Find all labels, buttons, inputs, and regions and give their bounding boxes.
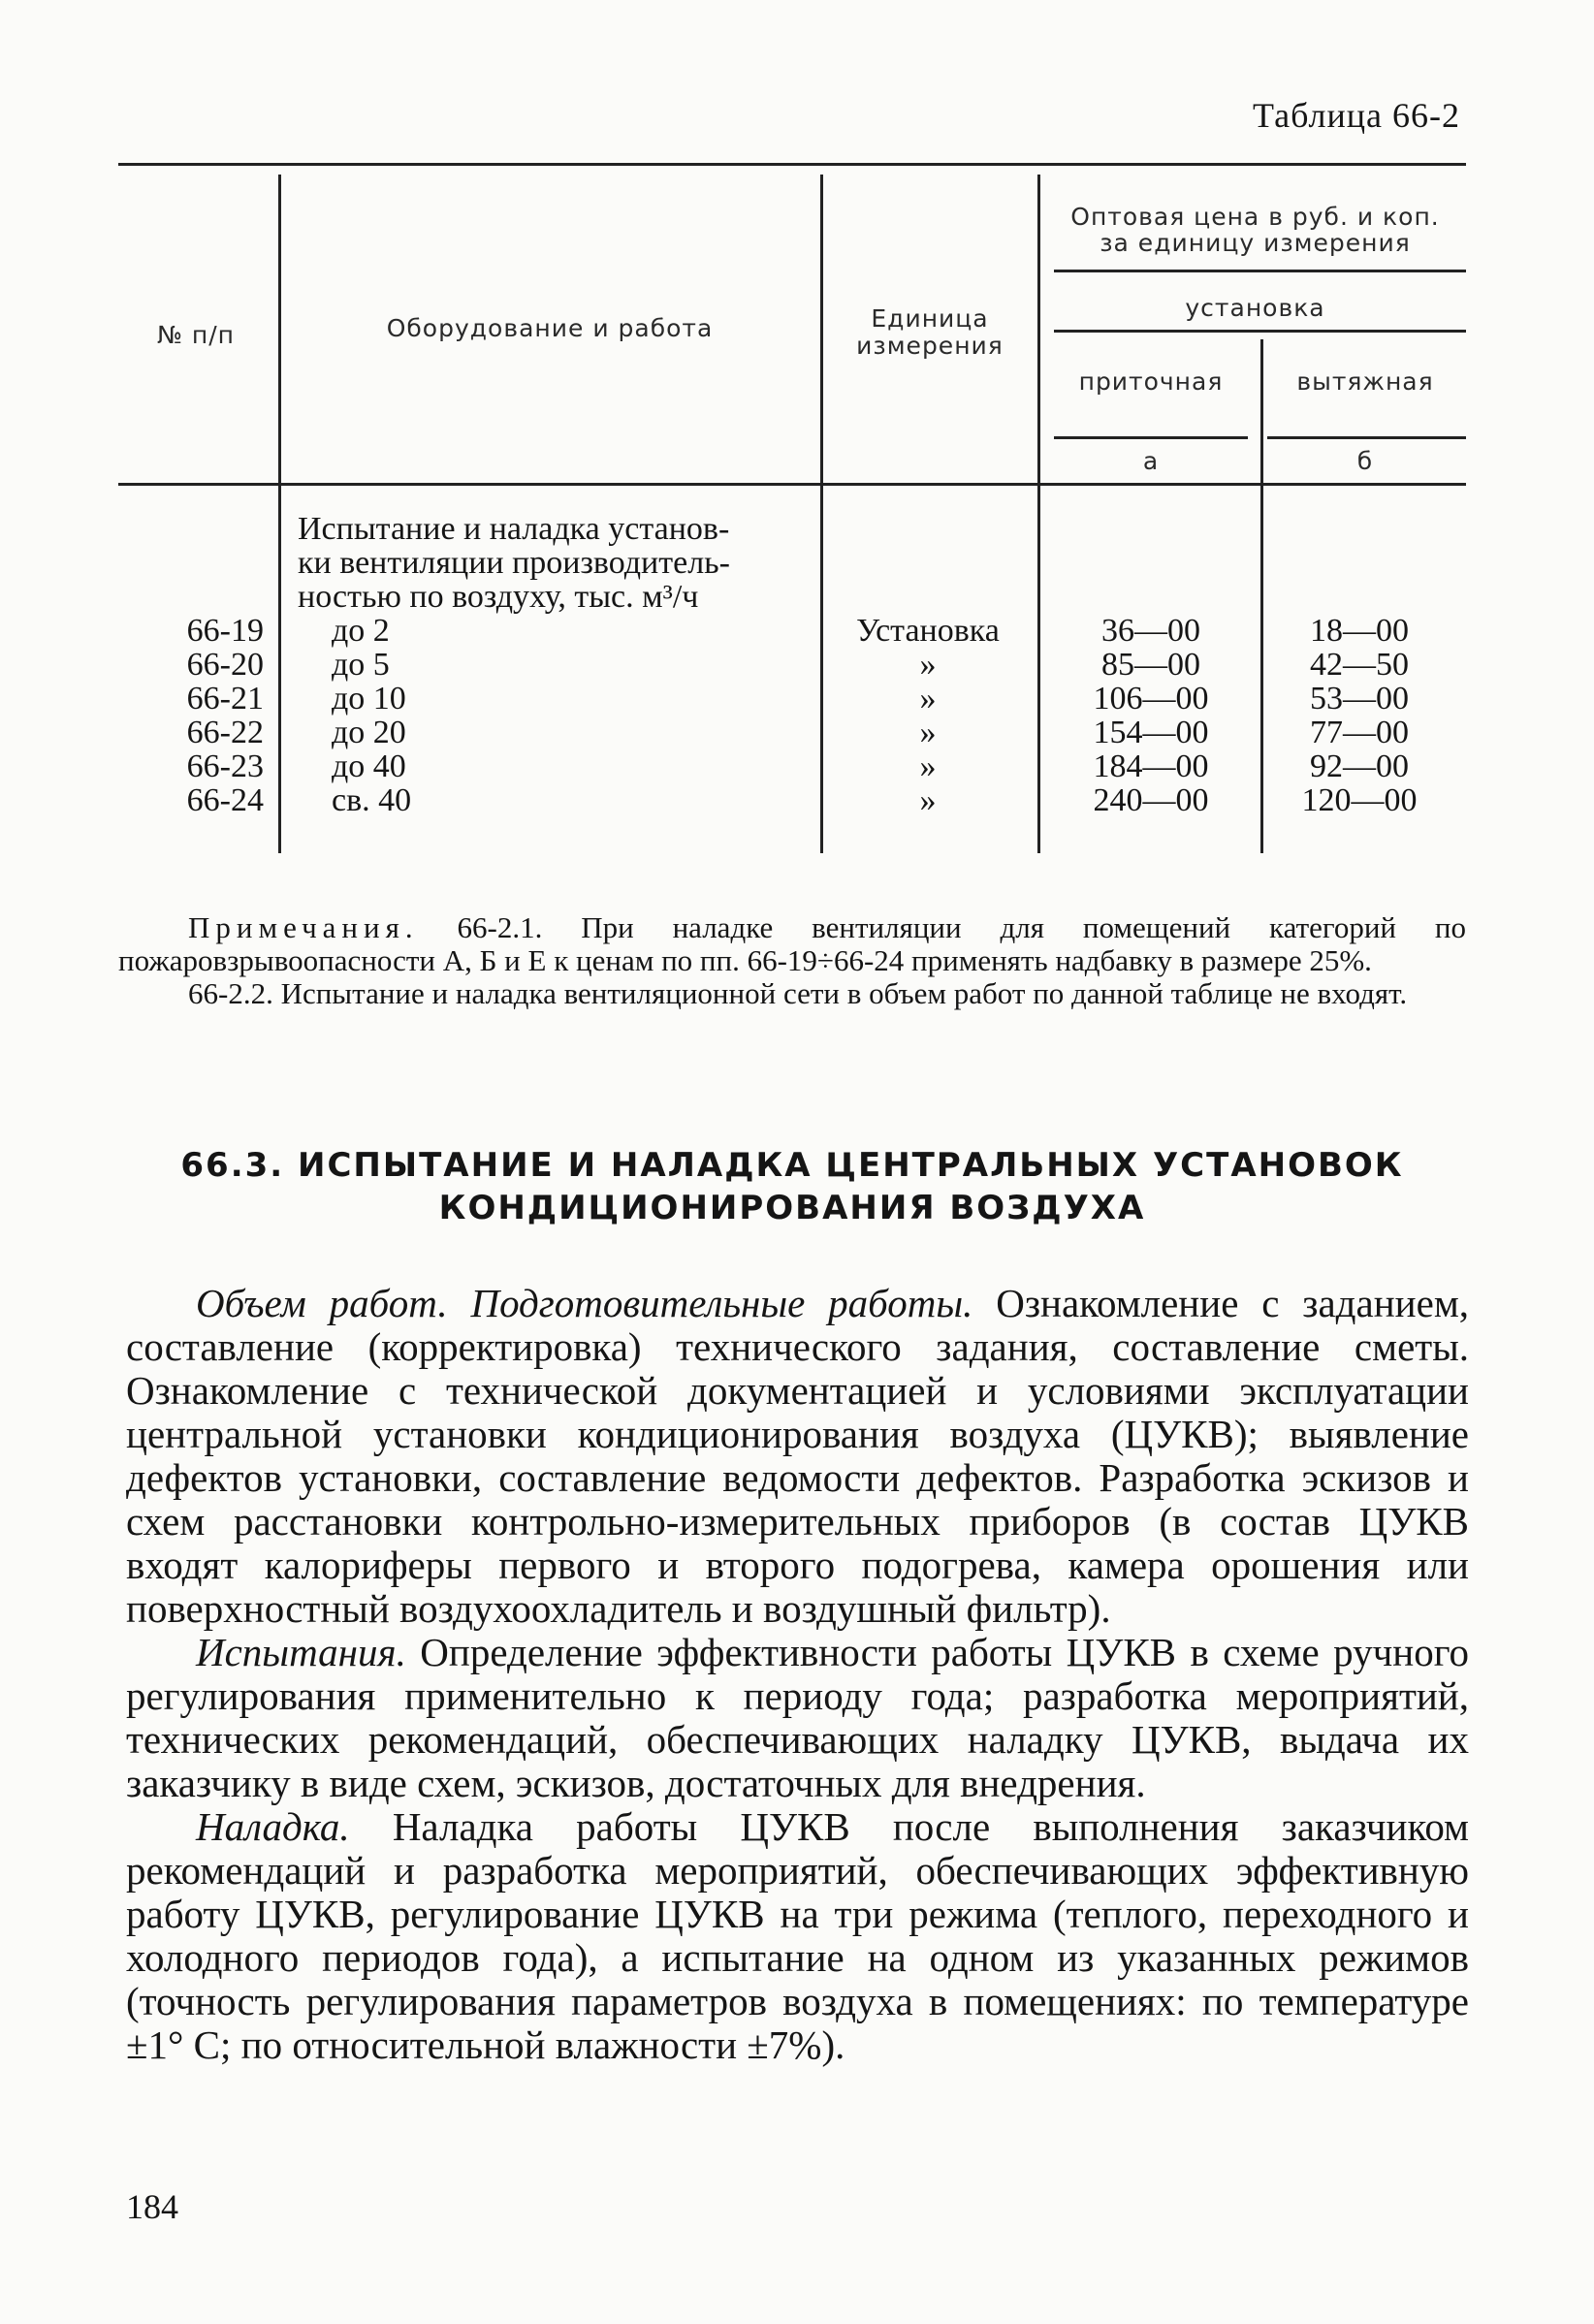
paragraph-testing-text: Определение эффективности работы ЦУКВ в схеме ручного регулирования применительно к периоду года; разработка мероприятий, технических рекомендаций, обеспечивающих наладку ЦУКВ, выдача их заказчику в виде схем, эскизов, достаточных для внедрения. (126, 1630, 1469, 1805)
row-price-a: 154—00 (1093, 715, 1209, 750)
note-1-text: 66-2.1. При наладке вентиляции для помещений категорий по пожаровзрывоопасности А, Б и Е к ценам по пп. 66-19÷66-24 применять надбавку в размере 25%. (118, 910, 1466, 977)
group-title-line-3: ностью по воздуху, тыс. м³/ч (298, 579, 699, 615)
row-price-b: 53—00 (1310, 681, 1409, 716)
row-num: 66-23 (186, 748, 264, 784)
row-work: до 10 (332, 681, 406, 716)
page-number: 184 (126, 2187, 178, 2226)
row-work: св. 40 (332, 782, 412, 818)
row-price-b: 77—00 (1310, 715, 1409, 750)
header-bottom-rule (118, 483, 1466, 486)
row-price-a: 240—00 (1093, 782, 1209, 818)
row-price-b: 18—00 (1310, 613, 1409, 649)
note-2: 66-2.2. Испытание и наладка вентиляционной сети в объем работ по данной таблице не входят. (188, 976, 1408, 1010)
row-price-a: 106—00 (1093, 681, 1209, 716)
price-table (118, 155, 1466, 863)
row-work: до 5 (332, 647, 390, 683)
header-col-b: б (1356, 447, 1374, 475)
header-price-line2: за единицу измерения (1100, 229, 1411, 257)
table-top-rule (118, 163, 1466, 166)
row-price-a: 36—00 (1101, 613, 1200, 649)
section-heading-line-1: 66.3. ИСПЫТАНИЕ И НАЛАДКА ЦЕНТРАЛЬНЫХ УСТАНОВОК (180, 1146, 1404, 1185)
row-work: до 20 (332, 715, 406, 750)
row-unit: Установка (856, 613, 1000, 649)
paragraph-scope-text: Ознакомление с заданием, составление (корректировка) технического задания, составление сметы. Ознакомление с технической документацией и условиями эксплуатации центральной установки кондиционирования воздуха (ЦУКВ); выявление дефектов установки, составление ведомости дефектов. Разработка эскизов и схем расстановки контрольно-измерительных приборов (в состав ЦУКВ входят калориферы первого и второго подогрева, камера орошения или поверхностный воздухоохладитель и воздушный фильтр). (126, 1281, 1470, 1631)
paragraph-testing-lead: Испытания. (196, 1630, 406, 1674)
row-price-b: 42—50 (1310, 647, 1409, 683)
paragraph-adjustment-text: Наладка работы ЦУКВ после выполнения заказчиком рекомендаций и разработка мероприятий, обеспечивающих эффективную работу ЦУКВ, регулирование ЦУКВ на три режима (теплого, переходного и холодного периодов года), а испытание на одном из указанных режимов (точность регулирования параметров воздуха в помещениях: по температуре ±1° С; по относительной влажности ±7%). (126, 1804, 1469, 2067)
row-num: 66-19 (186, 613, 264, 649)
table-notes (118, 911, 1466, 1010)
paragraph-adjustment-lead: Наладка. (196, 1804, 350, 1849)
header-unit-line1: Единица (871, 304, 989, 333)
row-num: 66-21 (186, 681, 264, 716)
row-num: 66-24 (186, 782, 264, 818)
group-title-line-2: ки вентиляции производитель- (298, 545, 731, 581)
row-num: 66-20 (186, 647, 264, 683)
header-exhaust: вытяжная (1296, 367, 1434, 396)
paragraph-adjustment (126, 1805, 1469, 2067)
row-price-b: 92—00 (1310, 748, 1409, 784)
header-supply: приточная (1078, 367, 1224, 396)
header-num: № п/п (156, 321, 236, 349)
body-text (126, 1282, 1469, 2067)
row-price-a: 184—00 (1093, 748, 1209, 784)
row-price-b: 120—00 (1301, 782, 1418, 818)
supply-rule (1054, 436, 1248, 439)
exhaust-rule (1267, 436, 1466, 439)
table-row (118, 648, 1466, 682)
row-unit: » (919, 681, 937, 716)
row-work: до 40 (332, 748, 406, 784)
header-col-a: а (1142, 447, 1160, 475)
table-row (118, 783, 1466, 817)
paragraph-scope-lead: Объем работ. Подготовительные работы. (196, 1281, 973, 1325)
paragraph-testing (126, 1631, 1469, 1805)
table-label: Таблица 66-2 (1253, 96, 1460, 135)
row-num: 66-22 (186, 715, 264, 750)
notes-label: Примечания. (188, 910, 419, 944)
section-heading (118, 1144, 1466, 1229)
header-unit-line2: измерения (856, 332, 1004, 360)
section-heading-line-2: КОНДИЦИОНИРОВАНИЯ ВОЗДУХА (438, 1189, 1146, 1227)
row-unit: » (919, 715, 937, 750)
installation-rule (1054, 330, 1466, 333)
header-equipment: Оборудование и работа (386, 314, 714, 342)
row-price-a: 85—00 (1101, 647, 1200, 683)
table-row (118, 614, 1466, 648)
note-1 (118, 911, 1466, 977)
row-unit: » (919, 782, 937, 818)
row-work: до 2 (332, 613, 390, 649)
row-unit: » (919, 748, 937, 784)
row-unit: » (919, 647, 937, 683)
table-row (118, 749, 1466, 783)
paragraph-scope (126, 1282, 1469, 1631)
group-title-line-1: Испытание и наладка установ- (298, 511, 730, 547)
header-installation: установка (1185, 294, 1325, 322)
price-subrule (1054, 270, 1466, 272)
header-price-line1: Оптовая цена в руб. и коп. (1070, 203, 1440, 231)
table-row (118, 716, 1466, 749)
table-row (118, 682, 1466, 716)
